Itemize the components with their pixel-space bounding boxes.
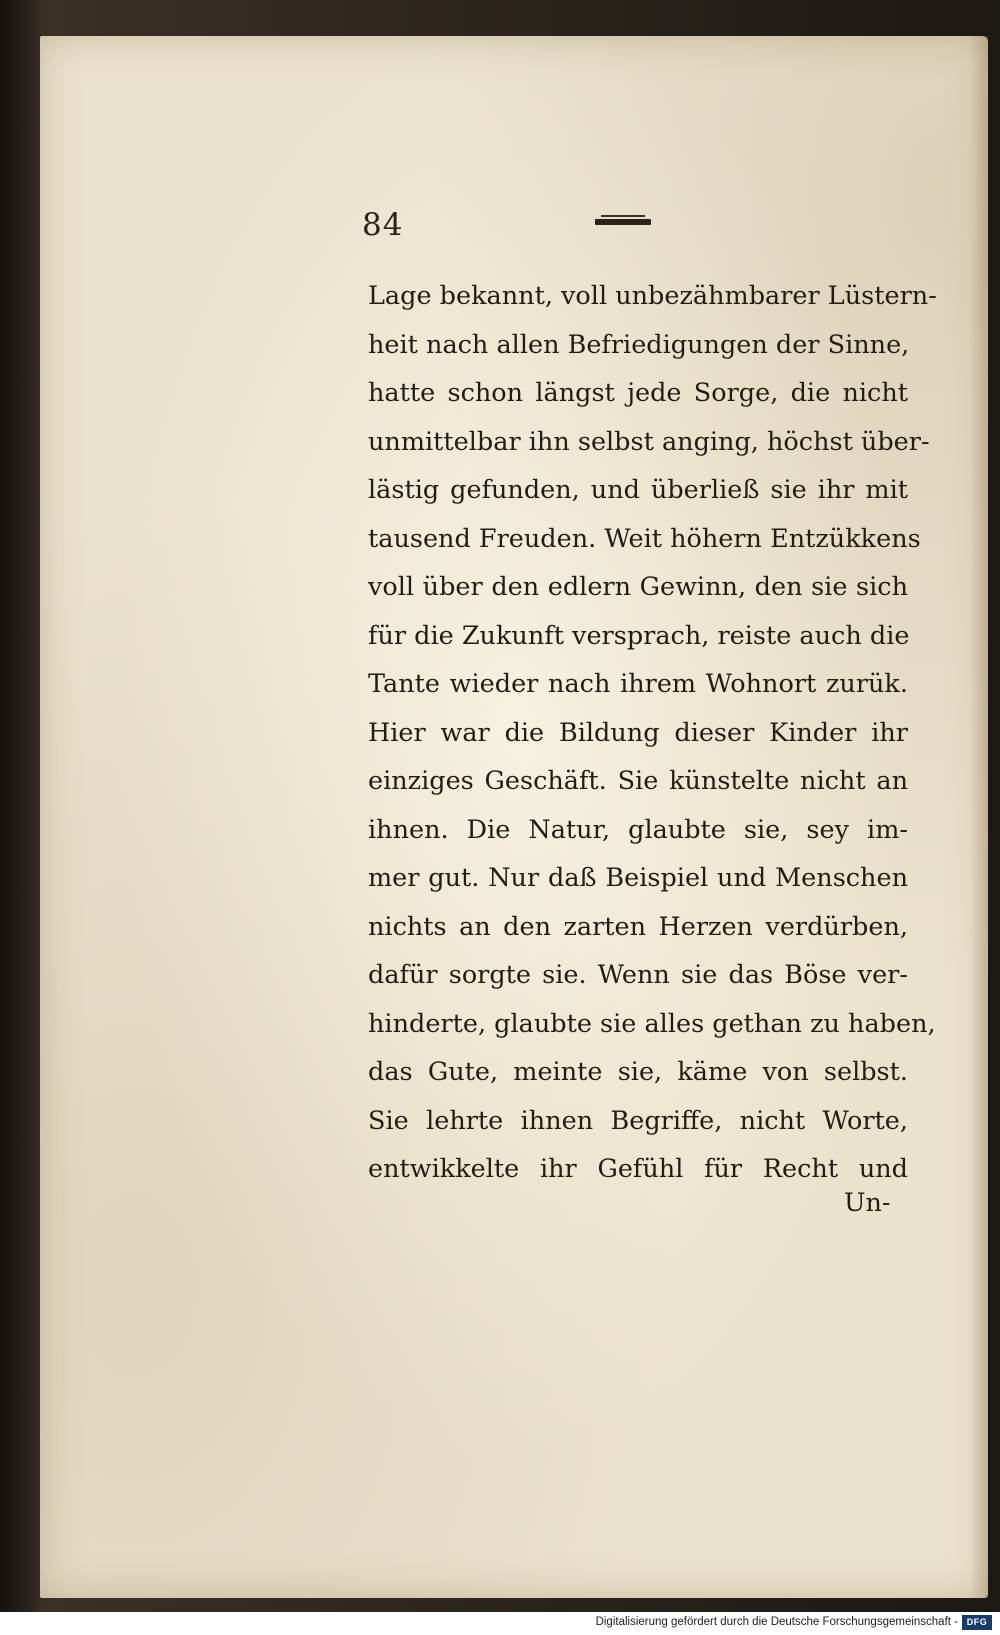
text-line: voll über den edlern Gewinn, den sie sich xyxy=(368,572,908,602)
catchword: Un- xyxy=(844,1188,891,1218)
text-line: ihnen. Die Natur, glaubte sie, sey im- xyxy=(368,814,908,845)
text-line: Sie lehrte ihnen Begriffe, nicht Worte, xyxy=(368,1105,908,1136)
text-line: hinderte, glaubte sie alles gethan zu haben, xyxy=(368,1008,936,1039)
text-line: nichts an den zarten Herzen verdürben, xyxy=(368,911,908,942)
text-line: mer gut. Nur daß Beispiel und Menschen xyxy=(368,863,908,893)
digitization-footer xyxy=(0,1612,1000,1635)
text-line: das Gute, meinte sie, käme von selbst. xyxy=(368,1057,908,1087)
text-line: Hier war die Bildung dieser Kinder ihr xyxy=(368,717,908,748)
text-line: lästig gefunden, und überließ sie ihr mit xyxy=(368,475,908,505)
page-edge-shadow xyxy=(970,36,988,1598)
text-line: Tante wieder nach ihrem Wohnort zurük. xyxy=(368,669,908,699)
text-line: Lage bekannt, voll unbezähmbarer Lüstern- xyxy=(368,281,937,311)
text-line: für die Zukunft versprach, reiste auch die xyxy=(368,620,910,651)
page-number: 84 xyxy=(362,207,404,243)
text-line: dafür sorgte sie. Wenn sie das Böse ver- xyxy=(368,960,908,990)
text-line: tausend Freuden. Weit höhern Entzükkens xyxy=(368,523,921,554)
body-text xyxy=(368,272,937,1194)
header-ornament-rule xyxy=(595,219,651,225)
text-line: hatte schon längst jede Sorge, die nicht xyxy=(368,378,908,408)
text-line: heit nach allen Befriedigungen der Sinne, xyxy=(368,329,910,360)
dfg-logo: DFG xyxy=(962,1615,992,1630)
page-header xyxy=(362,207,662,247)
text-line: einziges Geschäft. Sie künstelte nicht an xyxy=(368,766,908,796)
text-line: entwikkelte ihr Gefühl für Recht und xyxy=(368,1154,908,1184)
footer-credit: Digitalisierung gefördert durch die Deutsche Forschungsgemeinschaft - xyxy=(595,1616,958,1628)
text-line: unmittelbar ihn selbst anging, höchst über- xyxy=(368,426,930,457)
